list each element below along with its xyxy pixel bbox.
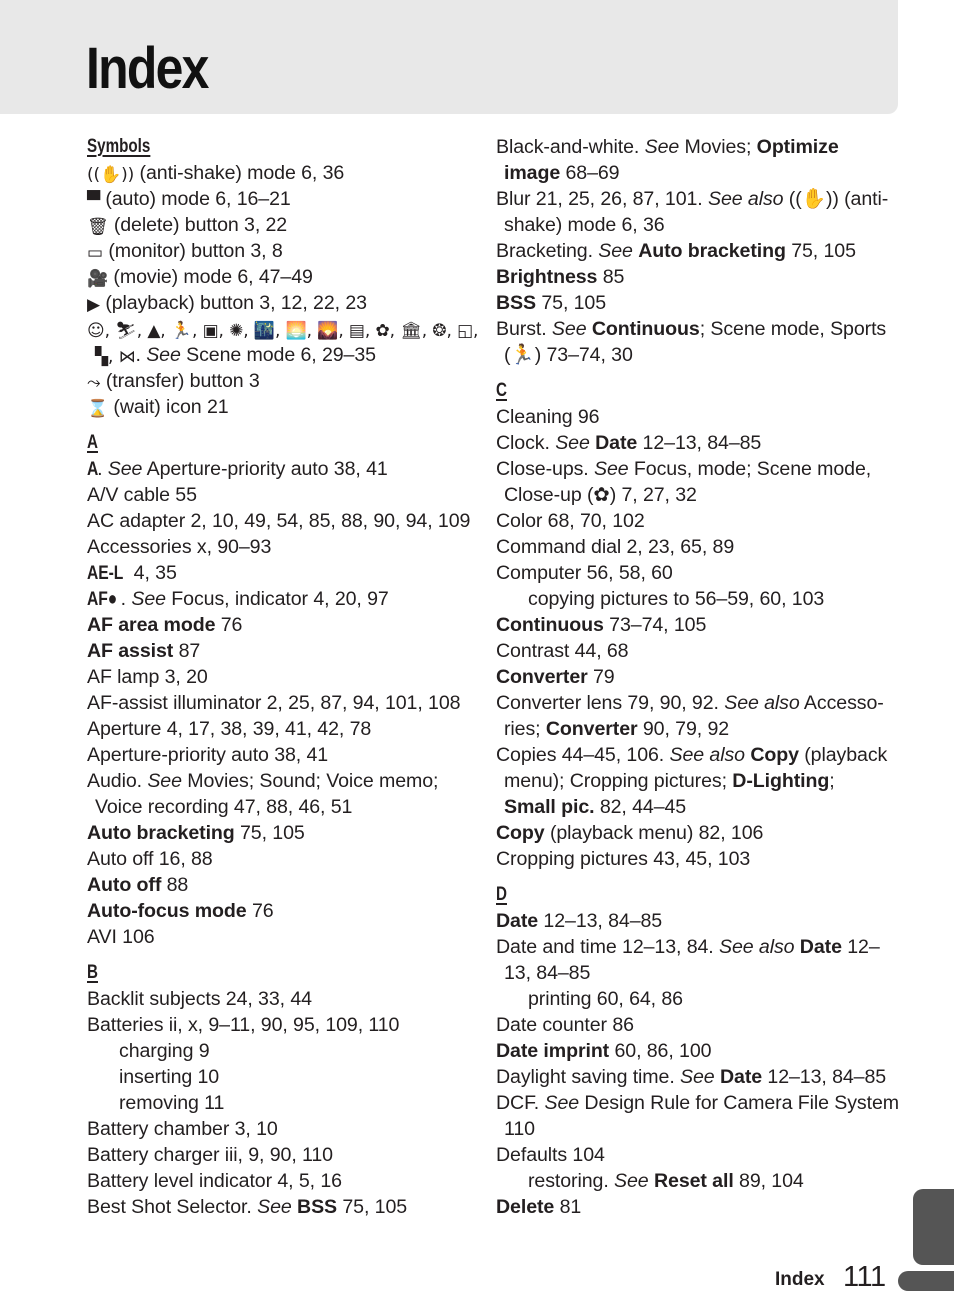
section-heading [87,134,479,160]
bold-term: Continuous [496,614,604,636]
index-entry [87,768,479,794]
index-entry [87,1142,479,1168]
entry-text: Movies; Sound; Voice memo; [181,770,439,792]
entry-text: Cropping pictures 43, 45, 103 [496,848,751,870]
index-entry [496,742,892,768]
bold-term: Date [719,1066,763,1088]
entry-text: (playback) button 3, 12, 22, 23 [99,292,367,314]
camera-icon: ▀ [87,191,100,211]
entry-text: 110 [504,1118,535,1140]
entry-text: . [97,458,108,480]
entry-text: 60, 86, 100 [609,1040,712,1062]
index-entry [87,560,479,586]
entry-text: Defaults 104 [496,1144,605,1166]
entry-text: 12–13, 84–85 [538,910,663,932]
cross-reference: See [146,344,181,366]
entry-text: 12– [841,936,880,958]
index-entry [87,186,479,212]
index-entry [496,134,892,160]
cross-reference: See [147,770,182,792]
index-entry [496,690,892,716]
entry-text: AF-assist illuminator 2, 25, 87, 94, 101, 108 [87,692,461,714]
index-entry [87,316,479,342]
index-subentry [87,1064,479,1090]
bold-term: Small pic. [504,796,595,818]
bold-term: image [504,162,561,184]
index-column-left [87,134,479,1220]
index-entry [87,716,479,742]
index-entry [496,664,892,690]
bold-term: Date [799,936,842,958]
page-tab [898,1271,954,1291]
entry-text: 75, 105 [536,292,607,314]
transfer-icon: ⤳ [87,373,101,393]
bold-term: Brightness [496,266,598,288]
index-entry [87,1194,479,1220]
index-entry [496,908,892,934]
cross-reference: See [107,458,143,480]
section-heading [87,960,479,986]
entry-text: Blur 21, 25, 26, 87, 101. [496,188,708,210]
entry-text: Close-up (✿) 7, 27, 32 [504,484,697,506]
entry-text: AF lamp 3, 20 [87,666,208,688]
cross-reference: See [257,1196,292,1218]
entry-text: Battery charger iii, 9, 90, 110 [87,1144,333,1166]
entry-text: Voice recording 47, 88, 46, 51 [95,796,353,818]
section-heading-label: C [496,380,507,401]
section-heading [496,378,892,404]
index-entry [87,342,479,368]
index-entry [496,1038,892,1064]
page-number: 111 [843,1261,886,1293]
entry-text: copying pictures to 56–59, 60, 103 [528,588,825,610]
bold-term: BSS [496,292,536,314]
entry-text: Audio. [87,770,148,792]
index-entry [496,534,892,560]
index-entry [496,264,892,290]
entry-text: Battery chamber 3, 10 [87,1118,278,1140]
entry-text: (movie) mode 6, 47–49 [108,266,313,288]
entry-text: Backlit subjects 24, 33, 44 [87,988,312,1010]
entry-text: Clock. [496,432,556,454]
index-entry [496,846,892,872]
entry-text: Burst. [496,318,552,340]
section-heading-label: A [87,432,98,453]
section-tab [913,1189,954,1265]
entry-text: 4, 35 [128,562,177,584]
cross-reference: See also [718,936,795,958]
entry-text: Black-and-white. [496,136,645,158]
index-entry [87,1012,479,1038]
index-entry [87,924,479,950]
cross-reference: See [551,318,587,340]
bold-term: BSS [297,1196,338,1218]
entry-text: (🏃) 73–74, 30 [504,344,633,366]
index-entry [87,508,479,534]
index-entry [87,794,479,820]
entry-text: Best Shot Selector. [87,1196,258,1218]
entry-text: AC adapter 2, 10, 49, 54, 85, 88, 90, 94, 109 [87,510,471,532]
cross-reference: See [680,1066,715,1088]
cross-reference: See [614,1170,649,1192]
entry-text: 82, 44–45 [594,796,687,818]
entry-text: Accessories x, 90–93 [87,536,272,558]
bold-term: Auto bracketing [638,240,786,262]
anti-shake-icon: ((✋)) [87,165,135,185]
index-entry [87,212,479,238]
index-entry [87,586,479,612]
bold-term: Date imprint [496,1040,610,1062]
entry-text: Accesso- [799,692,884,714]
index-entry [496,638,892,664]
index-entry [87,846,479,872]
entry-text: (playback [798,744,888,766]
index-entry [87,638,479,664]
index-entry [87,612,479,638]
bold-term: Optimize [756,136,839,158]
cross-reference: See [594,458,629,480]
index-entry [87,898,479,924]
index-column-right [496,134,899,1220]
bold-term: Date [595,432,638,454]
entry-text: Focus, mode; Scene mode, [628,458,872,480]
entry-text: Color 68, 70, 102 [496,510,645,532]
index-entry [87,238,479,264]
bold-term: Auto off [87,874,162,896]
trash-icon: 🗑 [87,217,109,237]
index-entry [496,160,892,186]
entry-text: 81 [554,1196,582,1218]
entry-text: ((✋)) (anti- [783,188,889,210]
index-entry [496,1194,892,1220]
index-entry [496,1142,892,1168]
index-entry [87,690,479,716]
index-entry [87,986,479,1012]
entry-text: Focus, indicator 4, 20, 97 [165,588,389,610]
index-entry [87,160,479,186]
bold-term: Delete [496,1196,555,1218]
entry-text: 12–13, 84–85 [637,432,762,454]
index-entry [87,1168,479,1194]
cross-reference: See [131,588,166,610]
bold-term: D-Lighting [732,770,830,792]
entry-text: Auto off 16, 88 [87,848,213,870]
index-entry [496,212,892,238]
entry-text: 79 [587,666,615,688]
index-entry [87,1116,479,1142]
entry-text: 68–69 [560,162,620,184]
cross-reference: See [544,1092,580,1114]
entry-text: (playback menu) 82, 106 [544,822,764,844]
entry-text: Date and time 12–13, 84. [496,936,719,958]
entry-text: 75, 105 [337,1196,408,1218]
entry-text: (anti-shake) mode 6, 36 [134,162,345,184]
index-entry [87,664,479,690]
movie-icon: 🎥 [87,269,109,289]
bold-term: Converter [545,718,638,740]
bold-term: Reset all [653,1170,734,1192]
entry-text: Battery level indicator 4, 5, 16 [87,1170,342,1192]
index-entry [496,1012,892,1038]
symbol-term: AE-L [87,562,124,584]
entry-text: (auto) mode 6, 16–21 [99,188,291,210]
entry-text: charging 9 [119,1040,210,1062]
index-entry [496,342,892,368]
symbol-term: A [87,458,99,480]
index-subentry [496,1168,892,1194]
index-entry [496,934,892,960]
entry-text: Batteries ii, x, 9–11, 90, 95, 109, 110 [87,1014,400,1036]
bold-term: Auto-focus mode [87,900,247,922]
index-entry [496,482,892,508]
entry-text: 75, 105 [785,240,856,262]
index-entry [87,290,479,316]
section-heading-label: B [87,962,98,983]
cross-reference: See also [708,188,784,210]
entry-text: DCF. [496,1092,545,1114]
index-entry [87,394,479,420]
index-subentry [496,986,892,1012]
entry-text: ries; [504,718,546,740]
entry-text: inserting 10 [119,1066,220,1088]
bold-term: Copy [750,744,799,766]
entry-text: ; Scene mode, Sports [699,318,887,340]
entry-text: printing 60, 64, 86 [528,988,683,1010]
entry-text: 90, 79, 92 [637,718,730,740]
monitor-icon: ▭ [87,243,103,263]
bold-term: Date [496,910,539,932]
index-entry [496,820,892,846]
entry-text: Scene mode 6, 29–35 [180,344,376,366]
index-entry [496,1090,899,1116]
index-entry [496,290,892,316]
entry-text: Aperture 4, 17, 38, 39, 41, 42, 78 [87,718,372,740]
index-entry [496,316,892,342]
entry-text: Bracketing. [496,240,599,262]
entry-text: Aperture-priority auto 38, 41 [87,744,329,766]
entry-text: Cleaning 96 [496,406,600,428]
index-entry [87,820,479,846]
entry-text: (delete) button 3, 22 [108,214,288,236]
index-entry [496,768,892,794]
entry-text: (wait) icon 21 [108,396,229,418]
index-entry [87,456,479,482]
index-entry [496,186,892,212]
entry-text: ; [829,770,835,792]
cross-reference: See [644,136,680,158]
entry-text: . [120,588,132,610]
index-entry [87,482,479,508]
entry-text: Date counter 86 [496,1014,634,1036]
entry-text: 76 [215,614,243,636]
page-title: Index [86,36,208,101]
index-subentry [87,1038,479,1064]
entry-text: 89, 104 [733,1170,804,1192]
bold-term: Continuous [591,318,700,340]
cross-reference: See [555,432,590,454]
cross-reference: See also [724,692,800,714]
index-entry [496,1116,892,1142]
symbol-term: AF● [87,588,118,610]
entry-text: A/V cable 55 [87,484,197,506]
cross-reference: See also [669,744,745,766]
entry-text: 76 [246,900,274,922]
entry-text: menu); Cropping pictures; [504,770,733,792]
index-subentry [87,1090,479,1116]
index-entry [496,404,892,430]
entry-text: Computer 56, 58, 60 [496,562,673,584]
index-entry [496,508,892,534]
entry-text: . [135,344,147,366]
section-heading-label: D [496,884,507,905]
index-entry [496,716,892,742]
entry-text: AVI 106 [87,926,155,948]
section-heading [496,882,892,908]
bold-term: Auto bracketing [87,822,235,844]
scene-icons: ☺, ⛷, ▲, 🏃, ▣, ✺, 🌃, 🌅, 🌄, ▤, ✿, 🏛, ❂, ◱, [87,321,479,341]
section-heading-label: Symbols [87,136,151,157]
playback-icon: ▶ [87,295,100,315]
bold-term: AF assist [87,640,174,662]
entry-text: Daylight saving time. [496,1066,681,1088]
entry-text: removing 11 [119,1092,225,1114]
entry-text: Contrast 44, 68 [496,640,629,662]
entry-text: (monitor) button 3, 8 [102,240,283,262]
index-subentry [496,586,892,612]
index-entry [87,534,479,560]
entry-text: Movies; [679,136,757,158]
entry-text: shake) mode 6, 36 [504,214,665,236]
index-entry [496,238,892,264]
entry-text: 75, 105 [234,822,305,844]
scene-icons-2: ▚, ⋈ [95,347,136,367]
index-entry [496,1064,892,1090]
bold-term: Converter [496,666,588,688]
index-entry [496,430,892,456]
entry-text: 88 [161,874,189,896]
entry-text: Design Rule for Camera File System [579,1092,899,1114]
index-entry [87,872,479,898]
bold-term: Copy [496,822,545,844]
entry-text: 85 [597,266,625,288]
index-entry [496,456,892,482]
index-entry [496,612,892,638]
entry-text: Close-ups. [496,458,594,480]
cross-reference: See [598,240,633,262]
entry-text: 13, 84–85 [504,962,591,984]
entry-text: Command dial 2, 23, 65, 89 [496,536,735,558]
index-entry [496,794,892,820]
entry-text: Copies 44–45, 106. [496,744,670,766]
entry-text: (transfer) button 3 [100,370,260,392]
entry-text: 87 [173,640,201,662]
entry-text: restoring. [528,1170,615,1192]
index-entry [87,264,479,290]
section-heading [87,430,479,456]
index-entry [496,560,892,586]
wait-icon: ⌛ [87,399,109,419]
index-entry [87,742,479,768]
index-entry [496,960,892,986]
index-entry [87,368,479,394]
entry-text: 12–13, 84–85 [762,1066,887,1088]
footer-section-label: Index [775,1269,825,1290]
entry-text: Converter lens 79, 90, 92. [496,692,725,714]
entry-text: 73–74, 105 [603,614,707,636]
bold-term: AF area mode [87,614,216,636]
entry-text: Aperture-priority auto 38, 41 [142,458,388,480]
